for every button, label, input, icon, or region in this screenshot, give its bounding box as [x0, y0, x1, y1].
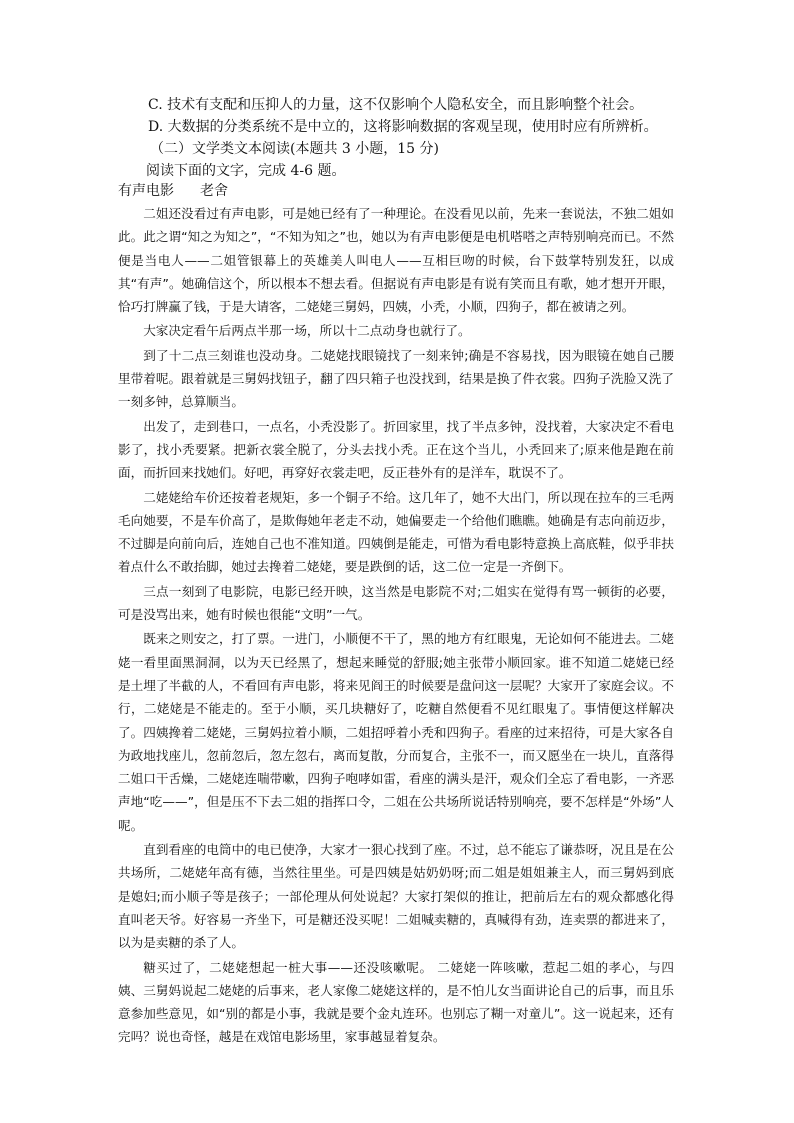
section-heading: （二）文学类文本阅读(本题共 3 小题，15 分): [150, 141, 439, 157]
story-body: [118, 202, 674, 1050]
paragraph: 二姥姥给车价还按着老规矩，多一个铜子不给。这几年了，她不大出门，所以现在拉车的三毛两毛向她要，不是车价高了，是欺侮她年老走不动，她偏要走一个给他们瞧瞧。她确是有志向前迈步，不过脚是向前向后，连她自己也不准知道。四姨倒是能走，可惜为看电影特意换上高底鞋，似乎非扶着点什么不敢抬脚，她过去搀着二姥姥，要是跌倒的话，这二位一定是一齐倒下。: [118, 489, 674, 575]
paragraph: 既来之则安之，打了票。一进门，小顺便不干了，黑的地方有红眼鬼，无论如何不能进去。二姥姥一看里面黑洞洞，以为天已经黑了，想起来睡觉的舒服;她主张带小顺回家。谁不知道二姥姥已经是土埋了半截的人，不看回有声电影，将来见阎王的时候要是盘问这一层呢？大家开了家庭会议。不行，二姥姥是不能走的。至于小顺，买几块糖好了，吃糖自然便看不见红眼鬼了。事情便这样解决了。四姨搀着二姥姥，三舅妈拉着小顺，二姐招呼着小秃和四狗子。看座的过来招待，可是大家各自为政地找座儿，忽前忽后，忽左忽右，离而复散，分而复合，主张不一，而又愿坐在一块儿，直落得二姐口干舌燥，二姥姥连喘带嗽，四狗子咆哮如雷，看座的满头是汗，观众们全忘了看电影，一齐恶声地“吃——”，但是压不下去二姐的指挥口令，二姐在公共场所说话特别响亮，要不怎样是“外场”人呢。: [118, 631, 674, 833]
paragraph: 直到看座的电筒中的电已使净，大家才一狠心找到了座。不过，总不能忘了谦恭呀，况且是在公共场所，二姥姥年高有德，当然往里坐。可是四姨是姑奶奶呀;而二姐是姐姐兼主人，而三舅妈到底是媳妇;而小顺子等是孩子；一部伦理从何处说起？大家打架似的推让，把前后左右的观众都感化得直叫老天爷。好容易一齐坐下，可是糖还没买呢！二姐喊卖糖的，真喊得有劲，连卖票的都进来了，以为是卖糖的杀了人。: [118, 842, 674, 951]
option-d: D. 大数据的分类系统不是中立的，这将影响数据的客观呈现，使用时应有所辨析。: [148, 119, 658, 135]
story-title: 有声电影: [118, 183, 174, 199]
story-author: 老舍: [200, 183, 228, 199]
paragraph: 糖买过了，二姥姥想起一桩大事——还没咳嗽呢。 二姥姥一阵咳嗽，惹起二姐的孝心，与四姨、三舅妈说起二姥姥的后事来，老人家像二姥姥这样的，是不怕儿女当面讲论自己的后事，而且乐意参加些意见，如“别的都是小事，我就是要个金丸连环。也别忘了糊一对童儿”。这一说起来，还有完吗？说也奇怪，越是在戏馆电影场里，家事越显着复杂。: [118, 959, 674, 1045]
option-c: C. 技术有支配和压抑人的力量，这不仅影响个人隐私安全，而且影响整个社会。: [148, 97, 644, 113]
paragraph: 大家决定看午后两点半那一场，所以十二点动身也就行了。: [143, 323, 471, 339]
paragraph: 到了十二点三刻谁也没动身。二姥姥找眼镜找了一刻来钟;确是不容易找，因为眼镜在她自己腰里带着呢。跟着就是三舅妈找钮子，翻了四只箱子也没找到，结果是换了件衣裳。四狗子洗脸又洗了一刻多钟，总算顺当。: [118, 347, 674, 410]
paragraph: 出发了，走到巷口，一点名，小秃没影了。折回家里，找了半点多钟，没找着，大家决定不看电影了，找小秃要紧。把新衣裳全脱了，分头去找小秃。正在这个当儿，小秃回来了;原来他是跑在前面，而折回来找她们。好吧，再穿好衣裳走吧，反正巷外有的是洋车，耽误不了。: [118, 418, 674, 481]
paragraph: 二姐还没看过有声电影，可是她已经有了一种理论。在没看见以前，先来一套说法，不独二姐如此。此之谓“知之为知之”，“不知为知之”也，她以为有声电影便是电机嗒嗒之声特别响亮而已。不然便是当电人——二姐管银幕上的英雄美人叫电人——互相巨吻的时候，台下鼓掌特别发狂，以成其“有声”。她确信这个，所以根本不想去看。但据说有声电影是有说有笑而且有歌，她才想开开眼，恰巧打牌赢了钱，于是大请客，二姥姥三舅妈，四姨，小秃，小顺，四狗子，都在被请之列。: [118, 206, 674, 315]
paragraph: 三点一刻到了电影院，电影已经开映，这当然是电影院不对;二姐实在觉得有骂一顿街的必要，可是没骂出来，她有时候也很能“文明”一气。: [118, 583, 674, 623]
question-block: [118, 94, 698, 182]
reading-instruction: 阅读下面的文字，完成 4-6 题。: [146, 163, 346, 179]
story-header: [118, 181, 228, 201]
